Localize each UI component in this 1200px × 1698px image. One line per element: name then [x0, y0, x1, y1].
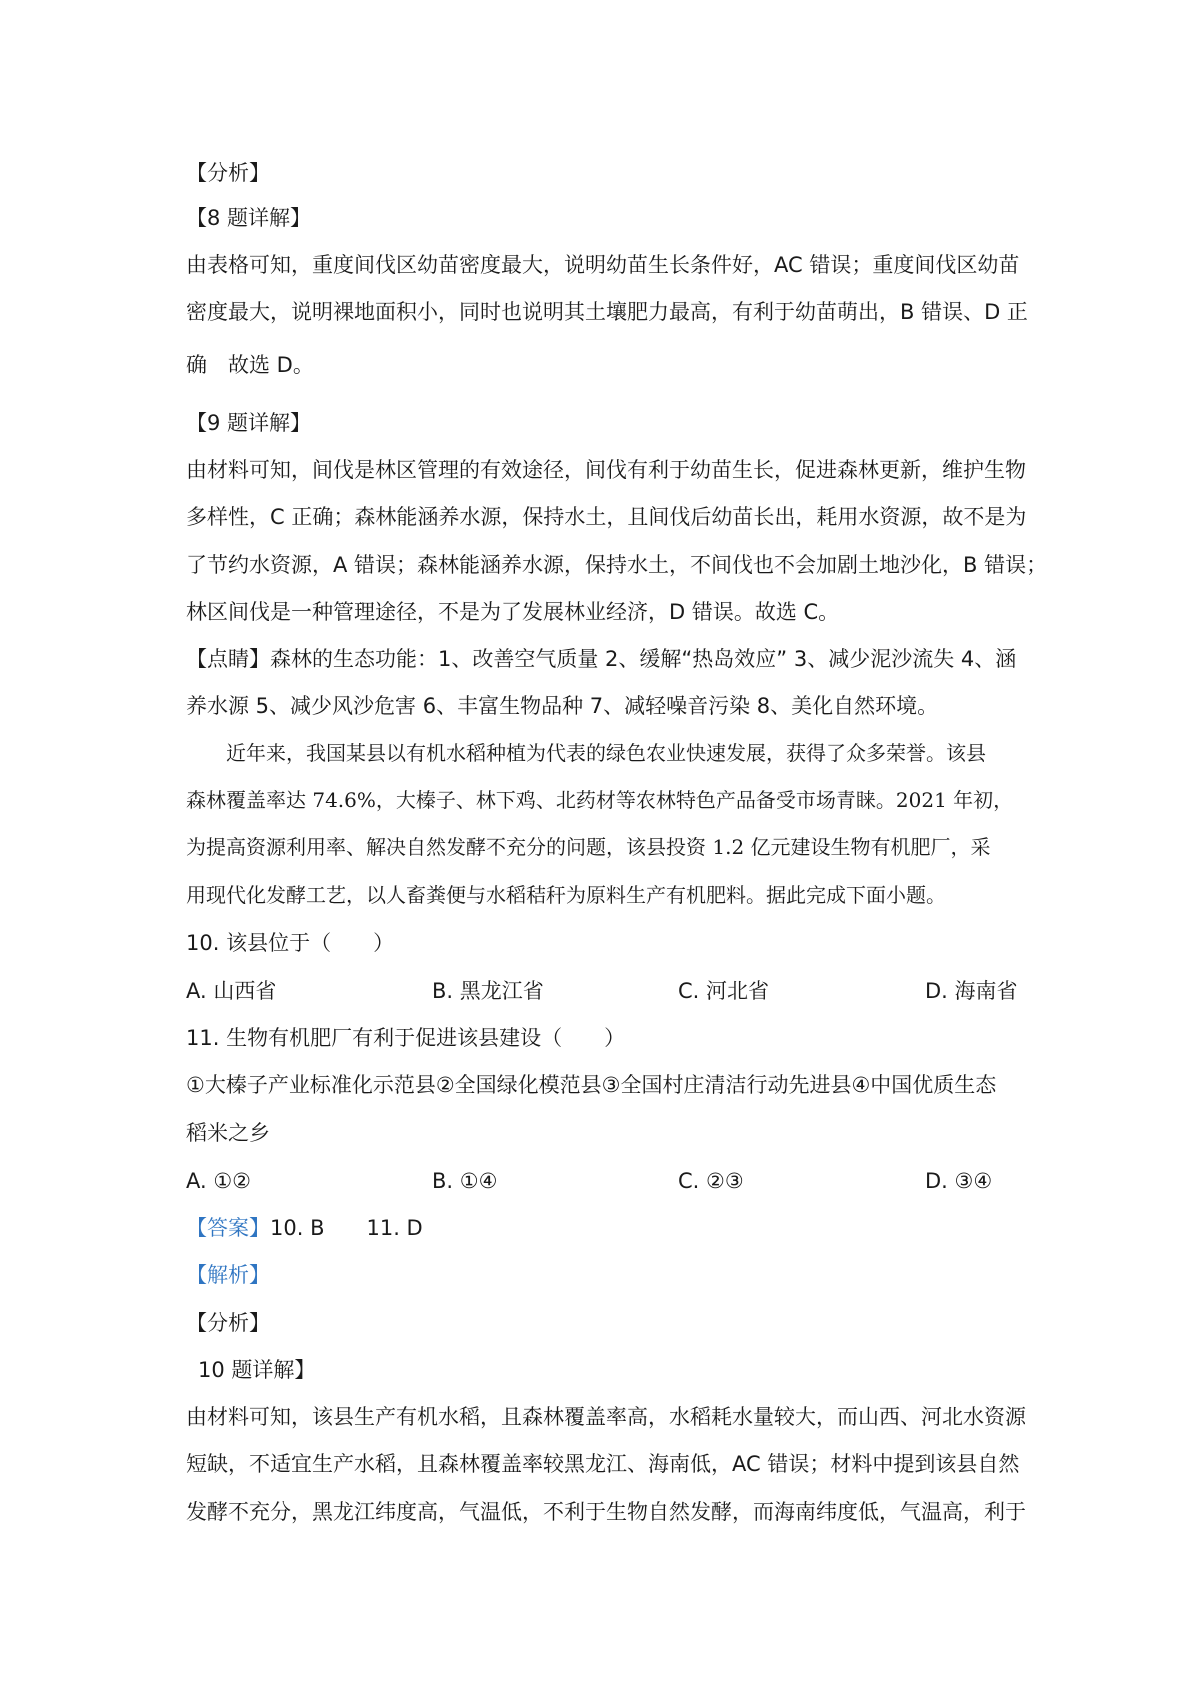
- q8-line-1: 由表格可知，重度间伐区幼苗密度最大，说明幼苗生长条件好，AC 错误；重度间伐区幼苗: [186, 253, 1020, 277]
- explain-analysis-label: 【分析】: [186, 1311, 270, 1335]
- q9-heading: 【9 题详解】: [186, 411, 312, 435]
- q10-option-a: A. 山西省: [186, 979, 277, 1003]
- q8-line-2: 密度最大，说明裸地面积小，同时也说明其土壤肥力最高，有利于幼苗萌出，B 错误、D 正: [186, 300, 1028, 324]
- q10-option-c: C. 河北省: [678, 979, 770, 1003]
- tip-line-2: 养水源 5、减少风沙危害 6、丰富生物品种 7、减轻噪音污染 8、美化自然环境。: [186, 694, 939, 718]
- q8-line-3: 确 故选 D。: [186, 353, 314, 377]
- q11-option-d: D. ③④: [925, 1169, 993, 1193]
- q9-line-4: 林区间伐是一种管理途径，不是为了发展林业经济，D 错误。故选 C。: [186, 600, 840, 624]
- q9-line-3: 了节约水资源，A 错误；森林能涵养水源，保持水土，不间伐也不会加剧土地沙化，B 错误；: [186, 553, 1048, 577]
- q9-line-1: 由材料可知，间伐是林区管理的有效途径，间伐有利于幼苗生长，促进森林更新，维护生物: [186, 458, 1026, 482]
- material-line-2: 森林覆盖率达 74.6%，大榛子、林下鸡、北药材等农林特色产品备受市场青睐。2021 年初，: [186, 788, 1014, 812]
- q10-explain-heading: 10 题详解】: [198, 1358, 316, 1382]
- answer-label: 【答案】: [186, 1216, 270, 1240]
- tip-line-1: 【点睛】森林的生态功能：1、改善空气质量 2、缓解“热岛效应” 3、减少泥沙流失 4、涵: [186, 647, 1017, 671]
- answer-line: [186, 1213, 1026, 1243]
- q10-stem: 10. 该县位于（ ）: [186, 931, 395, 955]
- q10-option-d: D. 海南省: [925, 979, 1018, 1003]
- material-line-3: 为提高资源利用率、解决自然发酵不充分的问题，该县投资 1.2 亿元建设生物有机肥厂，采: [186, 835, 991, 859]
- q11-option-b: B. ①④: [432, 1169, 498, 1193]
- material-line-4: 用现代化发酵工艺，以人畜粪便与水稻秸秆为原料生产有机肥料。据此完成下面小题。: [186, 883, 946, 907]
- explain-label: 【解析】: [186, 1263, 270, 1287]
- q10-explain-line-1: 由材料可知，该县生产有机水稻，且森林覆盖率高，水稻耗水量较大，而山西、河北水资源: [186, 1405, 1026, 1429]
- material-line-1: 近年来，我国某县以有机水稻种植为代表的绿色农业快速发展，获得了众多荣誉。该县: [226, 741, 986, 765]
- q10-explain-line-2: 短缺，不适宜生产水稻，且森林覆盖率较黑龙江、海南低，AC 错误；材料中提到该县自然: [186, 1452, 1020, 1476]
- q11-option-c: C. ②③: [678, 1169, 744, 1193]
- q11-items-line-2: 稻米之乡: [186, 1121, 270, 1145]
- q11-stem: 11. 生物有机肥厂有利于促进该县建设（ ）: [186, 1026, 626, 1050]
- q10-explain-line-3: 发酵不充分，黑龙江纬度高，气温低，不利于生物自然发酵，而海南纬度低，气温高，利于: [186, 1500, 1026, 1524]
- q10-option-b: B. 黑龙江省: [432, 979, 544, 1003]
- q8-heading: 【8 题详解】: [186, 206, 312, 230]
- q11-items-line-1: ①大榛子产业标准化示范县②全国绿化模范县③全国村庄清洁行动先进县④中国优质生态: [186, 1073, 997, 1097]
- analysis-label: 【分析】: [186, 161, 270, 185]
- answer-text: 10. B 11. D: [270, 1216, 423, 1240]
- q9-line-2: 多样性，C 正确；森林能涵养水源，保持水土，且间伐后幼苗长出，耗用水资源，故不是为: [186, 505, 1027, 529]
- q11-option-a: A. ①②: [186, 1169, 251, 1193]
